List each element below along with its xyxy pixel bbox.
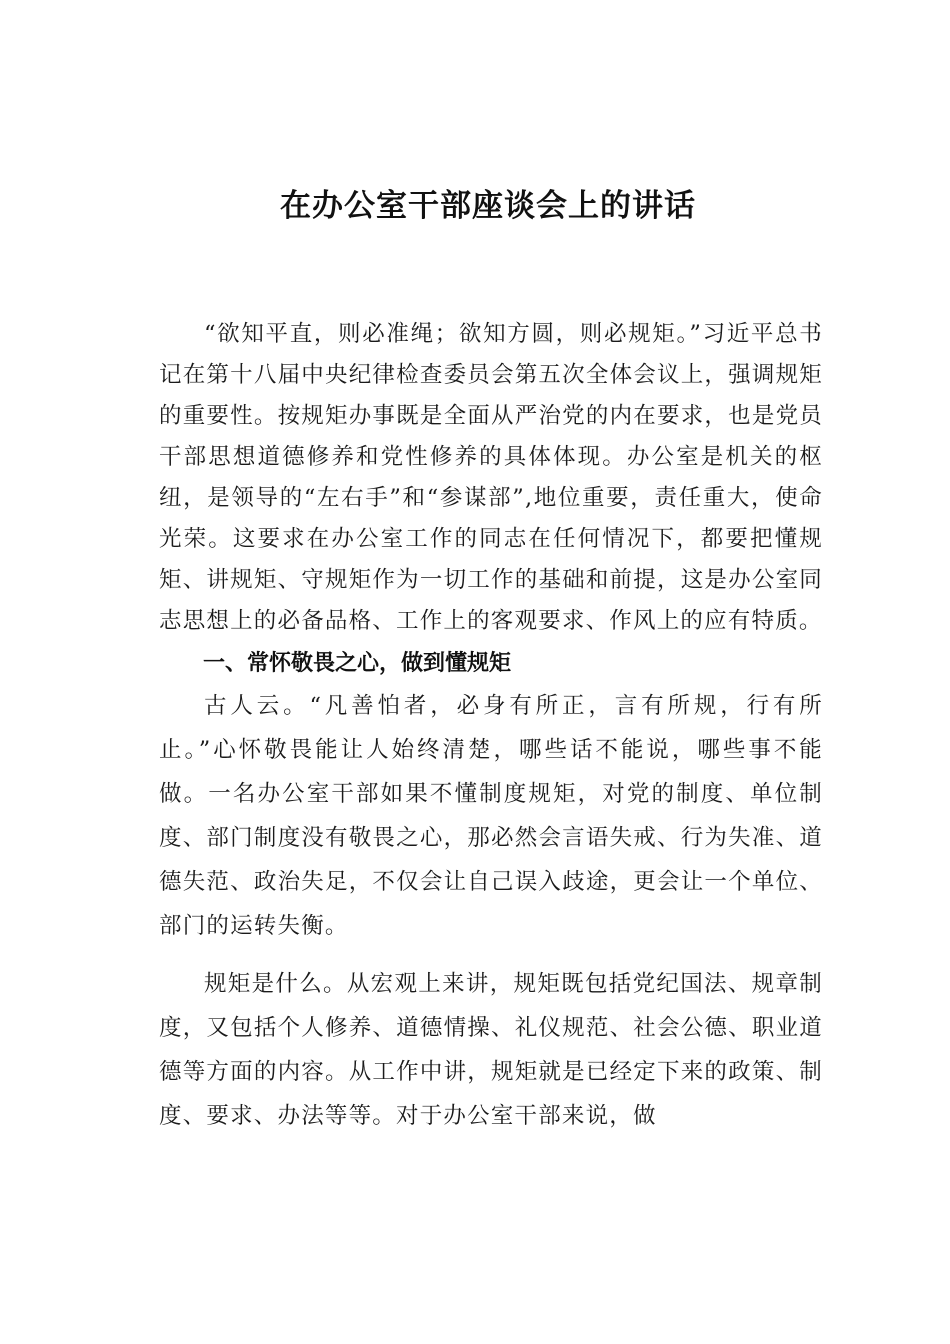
document-title: 在办公室干部座谈会上的讲话 xyxy=(280,188,696,224)
paragraph-intro: “欲知平直，则必准绳；欲知方圆，则必规矩。”习近平总书记在第十八届中央纪律检查委员会第五次全体会议上，强调规矩的重要性。按规矩办事既是全面从严治党的内在要求，也是党员干部思想道德修养和党性修养的具体体现。办公室是机关的枢纽，是领导的“左右手”和“参谋部”,地位重要，责任重大，使命光荣。这要求在办公室工作的同志在任何情况下，都要把懂规矩、讲规矩、守规矩作为一切工作的基础和前提，这是办公室同志思想上的必备品格、工作上的客观要求、作风上的应有特质。 xyxy=(159,321,823,634)
document-body xyxy=(159,314,823,1138)
paragraph-rules: 规矩是什么。从宏观上来讲，规矩既包括党纪国法、规章制度，又包括个人修养、道德情操、礼仪规范、社会公德、职业道德等方面的内容。从工作中讲，规矩就是已经定下来的政策、制度、要求、办法等等。对于办公室干部来说，做 xyxy=(159,971,823,1129)
paragraph-respect: 古人云。“凡善怕者，必身有所正，言有所规，行有所止。”心怀敬畏能让人始终清楚，哪些话不能说，哪些事不能做。一名办公室干部如果不懂制度规矩，对党的制度、单位制度、部门制度没有敬畏之心，那必然会言语失戒、行为失准、道德失范、政治失足，不仅会让自己误入歧途，更会让一个单位、部门的运转失衡。 xyxy=(159,693,823,939)
section-heading-1: 一、常怀敬畏之心，做到懂规矩 xyxy=(203,651,512,676)
